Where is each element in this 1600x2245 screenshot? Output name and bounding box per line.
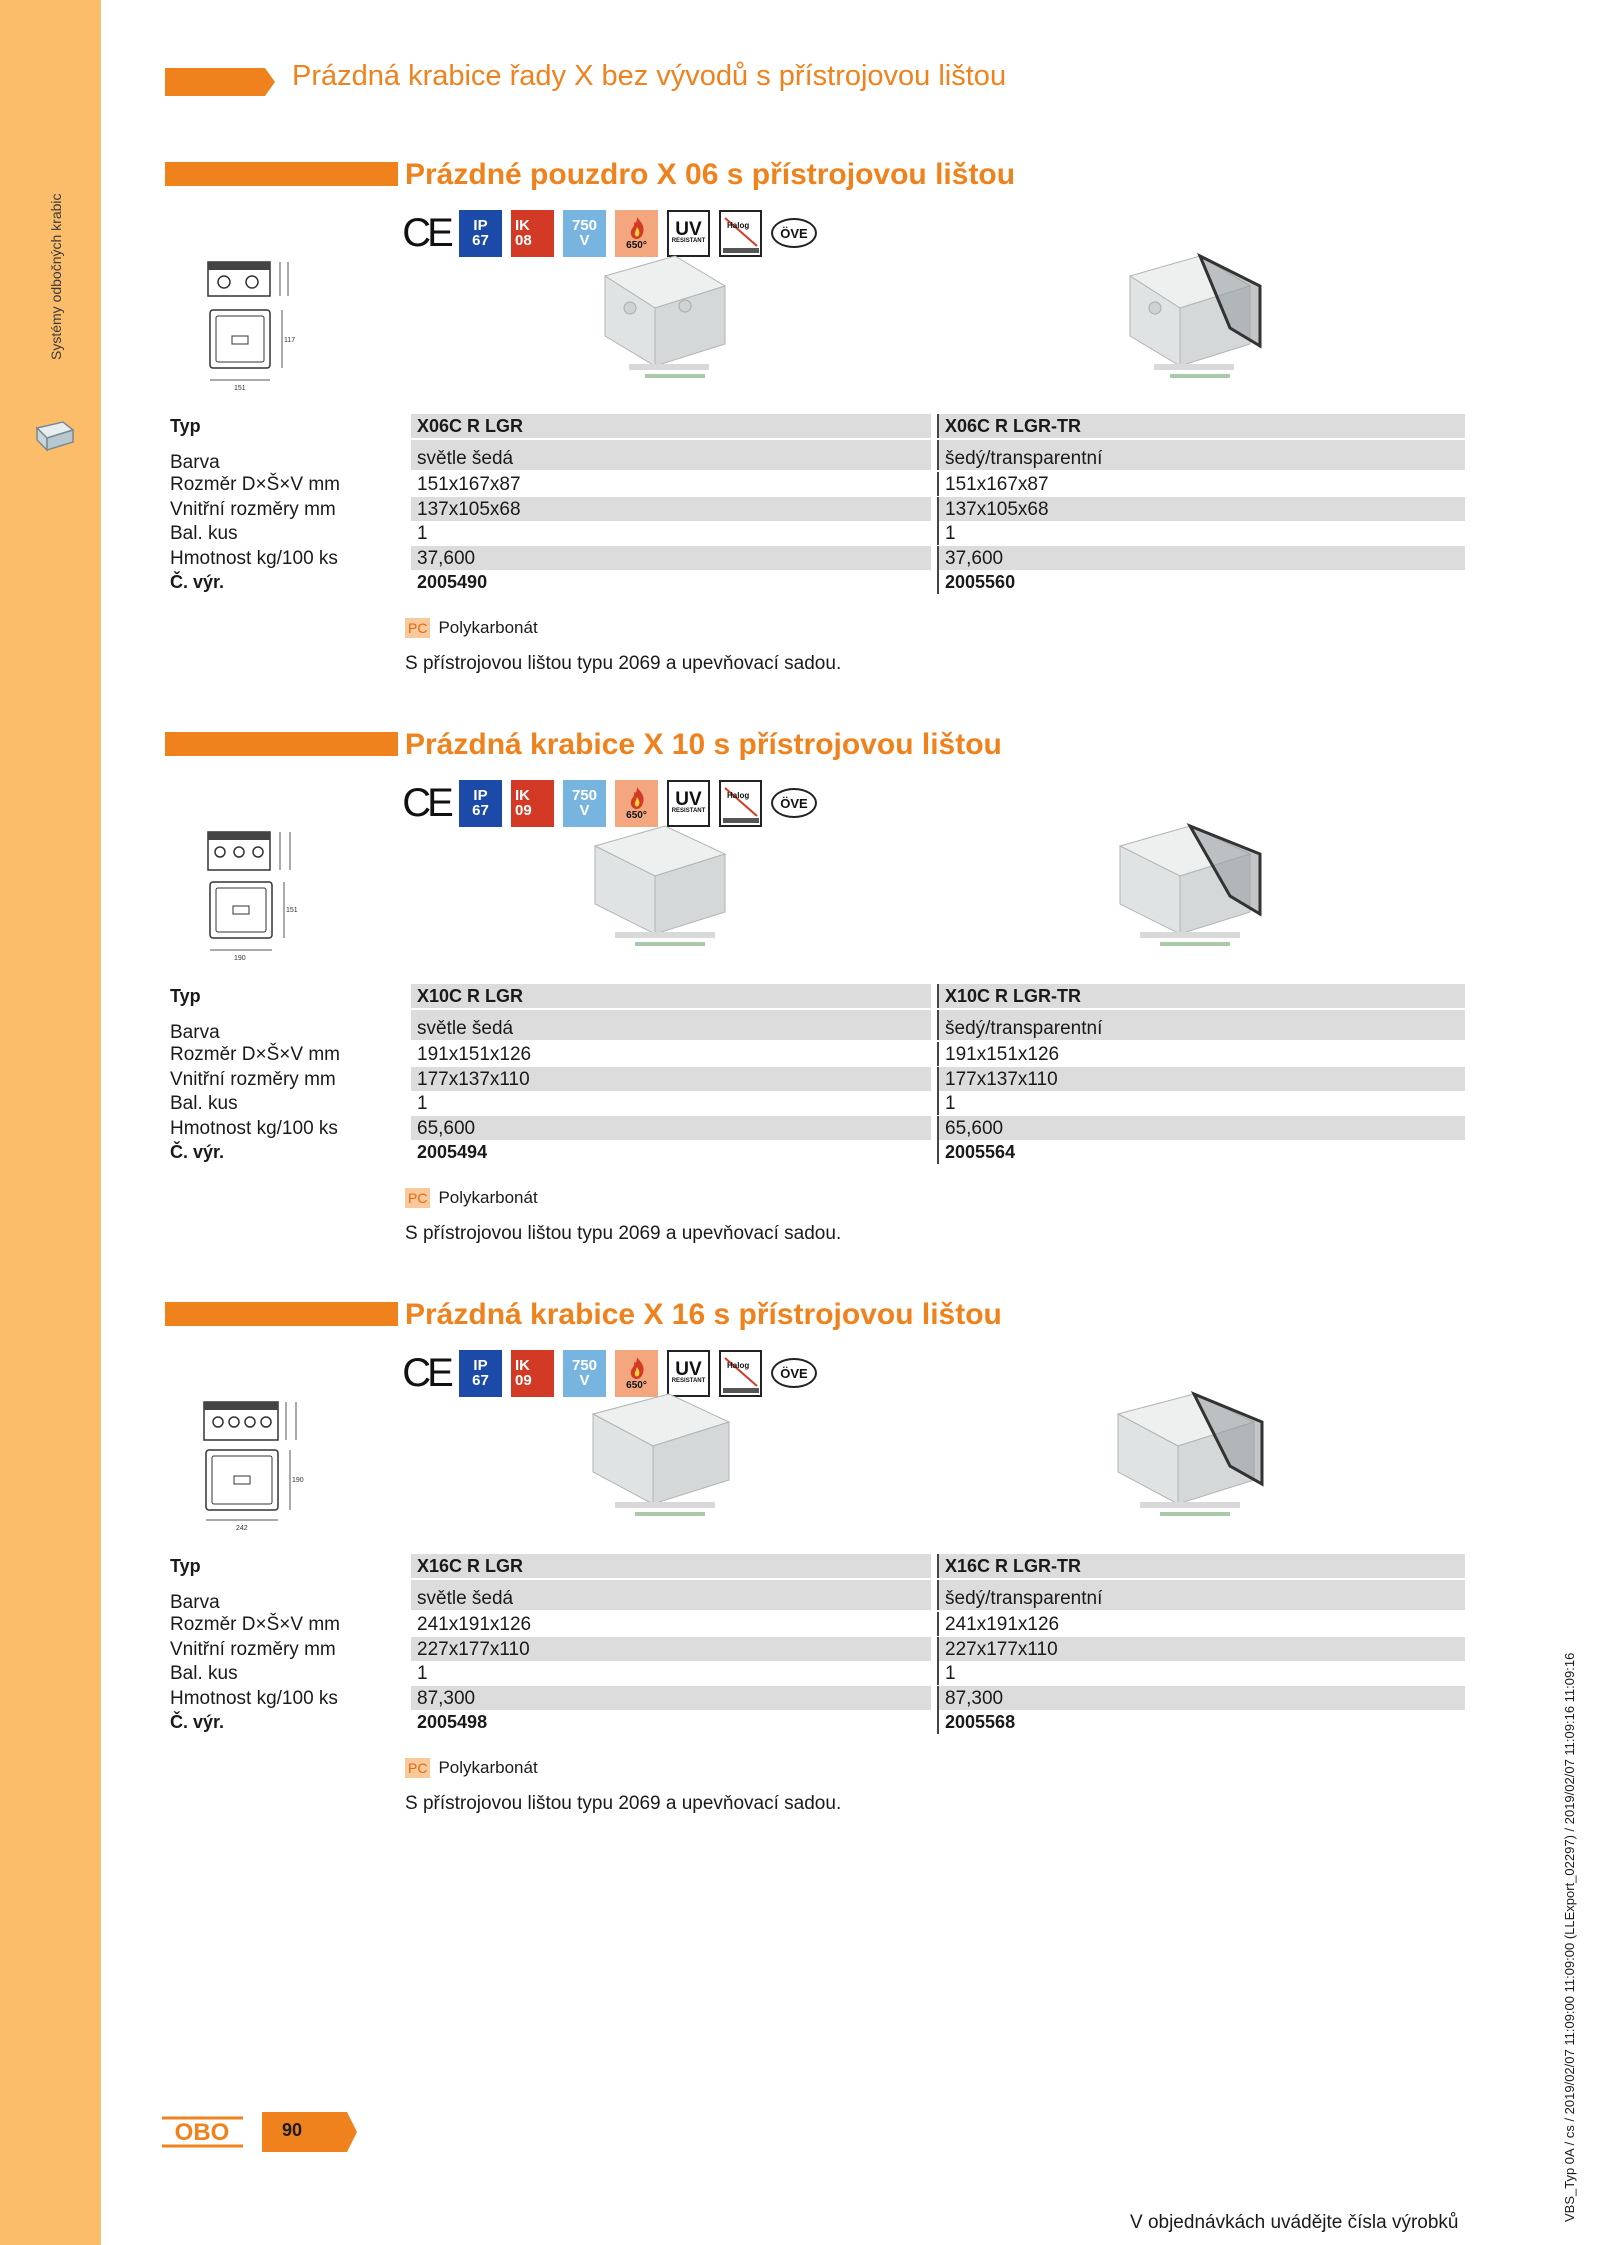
ip67-icon: IP 67 <box>459 1350 502 1397</box>
page-number-tab <box>262 2112 357 2152</box>
table-row: Rozměr D×Š×V mm 151x167x87 151x167x87 <box>170 472 1465 497</box>
ce-mark-icon: CE <box>402 210 450 255</box>
table-row: Barva světle šedá šedý/transparentní <box>170 1580 1465 1612</box>
product-section-x16 <box>0 1298 1600 1858</box>
ik-rating-icon: IK 08 <box>511 210 554 257</box>
table-row: Č. výr. 2005498 2005568 <box>170 1710 1465 1735</box>
svg-text:Halog: Halog <box>726 1360 749 1370</box>
table-row: Rozměr D×Š×V mm 241x191x126 241x191x126 <box>170 1612 1465 1637</box>
table-row: Vnitřní rozměry mm 177x137x110 177x137x110 <box>170 1067 1465 1092</box>
ik-rating-icon: IK 09 <box>511 780 554 827</box>
page-number: 90 <box>282 2120 303 2140</box>
uv-resistant-icon: UV RESISTANT <box>667 210 710 257</box>
export-metadata: VBS_Typ 0A / cs / 2019/02/07 11:09:00 11:09:00 (LLExport_02297) / 2019/02/07 11:09:16 11:09:16 <box>1562 1652 1577 2222</box>
table-row: Bal. kus 1 1 <box>170 1661 1465 1686</box>
svg-text:242: 242 <box>236 1525 248 1532</box>
material-code: PC <box>405 1758 430 1778</box>
material-name: Polykarbonát <box>438 1188 538 1207</box>
svg-text:151: 151 <box>286 907 298 914</box>
table-row: Bal. kus 1 1 <box>170 521 1465 546</box>
product-section-x10 <box>0 728 1600 1288</box>
table-row: Hmotnost kg/100 ks 37,600 37,600 <box>170 546 1465 571</box>
table-row: Typ X16C R LGR X16C R LGR-TR <box>170 1554 1465 1580</box>
table-row: Č. výr. 2005494 2005564 <box>170 1140 1465 1165</box>
table-row: Rozměr D×Š×V mm 191x151x126 191x151x126 <box>170 1042 1465 1067</box>
table-row: Č. výr. 2005490 2005560 <box>170 570 1465 595</box>
fire-650-icon: 650° <box>615 1350 658 1397</box>
svg-text:190: 190 <box>292 1477 304 1484</box>
section-note: S přístrojovou lištou typu 2069 a upevňovací sadou. <box>405 1223 842 1244</box>
section-note: S přístrojovou lištou typu 2069 a upevňovací sadou. <box>405 1793 842 1814</box>
product-photo-transparent <box>1110 246 1270 386</box>
product-photo-grey <box>585 1386 745 1526</box>
svg-text:Halog: Halog <box>726 790 749 800</box>
ik-rating-icon: IK 09 <box>511 1350 554 1397</box>
section-note: S přístrojovou lištou typu 2069 a upevňovací sadou. <box>405 653 842 674</box>
spec-table <box>170 1554 1465 1735</box>
uv-resistant-icon: UV RESISTANT <box>667 780 710 827</box>
product-photo-grey <box>585 816 745 956</box>
footer-note: V objednávkách uvádějte čísla výrobků <box>1130 2212 1459 2233</box>
table-row: Typ X10C R LGR X10C R LGR-TR <box>170 984 1465 1010</box>
table-row: Barva světle šedá šedý/transparentní <box>170 440 1465 472</box>
page-title: Prázdná krabice řady X bez vývodů s přístrojovou lištou <box>292 60 1007 92</box>
obo-logo-icon <box>160 2112 245 2152</box>
svg-text:Halog: Halog <box>726 220 749 230</box>
sidebar-label: Systémy odbočných krabic <box>48 193 64 360</box>
material-name: Polykarbonát <box>438 618 538 637</box>
table-row: Hmotnost kg/100 ks 65,600 65,600 <box>170 1116 1465 1141</box>
ce-mark-icon: CE <box>402 1350 450 1395</box>
fire-650-icon: 650° <box>615 210 658 257</box>
svg-text:151: 151 <box>234 385 246 392</box>
svg-text:OBO: OBO <box>174 2119 230 2146</box>
voltage-750v-icon: 750 V <box>563 780 606 827</box>
table-row: Barva světle šedá šedý/transparentní <box>170 1010 1465 1042</box>
material-info <box>405 1758 538 1778</box>
svg-text:117: 117 <box>284 337 296 344</box>
ip67-icon: IP 67 <box>459 210 502 257</box>
section-title: Prázdné pouzdro X 06 s přístrojovou lištou <box>405 158 1016 191</box>
spec-table <box>170 414 1465 595</box>
section-bar <box>165 1302 398 1326</box>
table-row: Typ X06C R LGR X06C R LGR-TR <box>170 414 1465 440</box>
spec-table <box>170 984 1465 1165</box>
voltage-750v-icon: 750 V <box>563 1350 606 1397</box>
section-bar <box>165 732 398 756</box>
material-code: PC <box>405 618 430 638</box>
uv-resistant-icon: UV RESISTANT <box>667 1350 710 1397</box>
table-row: Vnitřní rozměry mm 137x105x68 137x105x68 <box>170 497 1465 522</box>
ove-mark-icon: ÖVE <box>771 218 817 248</box>
voltage-750v-icon: 750 V <box>563 210 606 257</box>
ove-mark-icon: ÖVE <box>771 788 817 818</box>
section-bar <box>165 162 398 186</box>
technical-drawing <box>200 258 305 398</box>
fire-650-icon: 650° <box>615 780 658 827</box>
ove-mark-icon: ÖVE <box>771 1358 817 1388</box>
product-photo-grey <box>585 246 745 386</box>
table-row: Vnitřní rozměry mm 227x177x110 227x177x110 <box>170 1637 1465 1662</box>
technical-drawing <box>200 828 305 968</box>
ip67-icon: IP 67 <box>459 780 502 827</box>
section-title: Prázdná krabice X 10 s přístrojovou lištou <box>405 728 1002 761</box>
product-section-x06 <box>0 158 1600 718</box>
table-row: Bal. kus 1 1 <box>170 1091 1465 1116</box>
ce-mark-icon: CE <box>402 780 450 825</box>
svg-text:190: 190 <box>234 955 246 962</box>
technical-drawing <box>200 1398 305 1538</box>
material-code: PC <box>405 1188 430 1208</box>
material-info <box>405 618 538 638</box>
section-title: Prázdná krabice X 16 s přístrojovou lištou <box>405 1298 1002 1331</box>
product-photo-transparent <box>1110 816 1270 956</box>
product-photo-transparent <box>1110 1386 1270 1526</box>
material-name: Polykarbonát <box>438 1758 538 1777</box>
material-info <box>405 1188 538 1208</box>
table-row: Hmotnost kg/100 ks 87,300 87,300 <box>170 1686 1465 1711</box>
header-arrow-bar <box>165 68 275 96</box>
